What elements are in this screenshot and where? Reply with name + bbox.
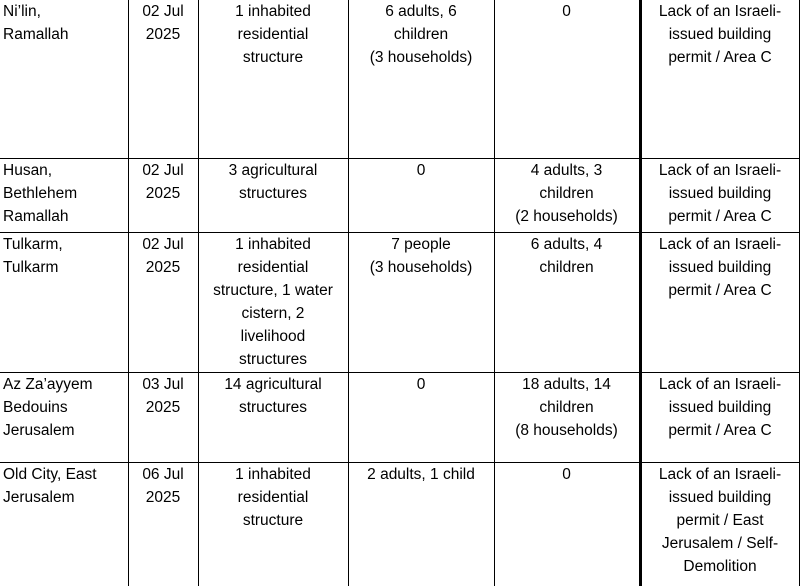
location-line: Ramallah [3,207,69,225]
location-line: Bethlehem [3,184,78,202]
reason-line: Lack of an Israeli- [658,3,782,20]
table-row [0,462,800,586]
location-line: Ramallah [3,26,69,43]
reason-cell [640,158,800,232]
location-line: Old City, East [3,465,97,483]
date-cell [128,0,198,158]
affected-line: 6 adults, 4 [530,235,603,253]
displaced-cell [348,462,494,586]
location-cell [0,232,128,372]
reason-line: Lack of an Israeli- [658,161,782,179]
structures-line: 1 inhabited [235,3,311,20]
displaced-cell [348,158,494,232]
reason-line: Demolition [683,557,757,575]
date-cell [128,372,198,462]
location-line: Jerusalem [3,488,75,506]
table-row [0,232,800,372]
affected-line: (8 households) [515,421,618,439]
structures-line: residential [237,258,309,276]
reason-line: issued building [668,258,772,276]
structures-line: 14 agricultural [224,375,322,393]
reason-line: Lack of an Israeli- [658,235,782,253]
location-cell [0,158,128,232]
date-line: 2025 [145,488,181,506]
location-cell [0,462,128,586]
displaced-line: 2 adults, 1 child [367,465,475,483]
structures-line: structures [238,398,308,416]
structures-cell [198,462,348,586]
affected-line: children [539,258,594,276]
date-cell [128,158,198,232]
reason-line: permit / East [676,511,764,529]
location-cell [0,372,128,462]
affected-line: children [539,184,594,202]
displaced-line: 6 adults, 6 [385,3,457,20]
date-line: 02 Jul [142,161,184,179]
structures-line: 3 agricultural [228,161,318,179]
structures-line: 1 inhabited [235,235,311,253]
affected-cell [494,0,640,158]
reason-cell [640,462,800,586]
structures-line: structures [238,350,308,368]
affected-cell [494,158,640,232]
location-line: Jerusalem [3,421,75,439]
affected-cell [494,372,640,462]
reason-cell [640,232,800,372]
location-line: Bedouins [3,398,68,416]
structures-line: structure [242,511,304,529]
date-line: 06 Jul [142,465,184,483]
structures-cell [198,232,348,372]
structures-cell [198,372,348,462]
reason-line: Lack of an Israeli- [658,465,782,483]
location-line: Ni’lin, [3,3,41,20]
date-cell [128,232,198,372]
reason-cell [640,372,800,462]
reason-line: permit / Area C [668,49,772,66]
reason-line: permit / Area C [668,421,772,439]
reason-cell [640,0,800,158]
reason-line: permit / Area C [668,207,772,225]
displaced-cell [348,0,494,158]
structures-line: structure [242,49,304,66]
date-line: 2025 [145,258,181,276]
location-line: Az Za’ayyem [3,375,93,393]
reason-line: Lack of an Israeli- [658,375,782,393]
affected-line: 4 adults, 3 [530,161,603,179]
reason-line: issued building [668,26,772,43]
affected-line: children [539,398,594,416]
displaced-line: 7 people [391,235,451,253]
displaced-cell [348,372,494,462]
structures-cell [198,158,348,232]
affected-cell [494,462,640,586]
date-cell [128,462,198,586]
date-line: 02 Jul [142,3,184,20]
table-row [0,372,800,462]
date-line: 2025 [145,184,181,202]
affected-line: 0 [562,465,571,483]
structures-line: structure, 1 water [213,281,333,299]
date-line: 02 Jul [142,235,184,253]
affected-cell [494,232,640,372]
date-line: 2025 [145,398,181,416]
displaced-line: children [393,26,449,43]
location-line: Tulkarm, [3,235,63,253]
affected-line: 18 adults, 14 [522,375,611,393]
displaced-line: 0 [416,161,426,179]
location-line: Husan, [3,161,53,179]
date-line: 03 Jul [142,375,184,393]
reason-line: issued building [668,398,772,416]
structures-line: residential [237,488,309,506]
structures-line: livelihood [240,327,306,345]
date-line: 2025 [145,26,181,43]
displaced-line: (3 households) [369,49,473,66]
affected-line: (2 households) [515,207,618,225]
structures-line: 1 inhabited [235,465,311,483]
reason-line: Jerusalem / Self- [661,534,779,552]
location-line: Tulkarm [3,258,59,276]
structures-cell [198,0,348,158]
location-cell [0,0,128,158]
affected-line: 0 [562,3,571,20]
structures-line: structures [238,184,308,202]
reason-line: issued building [668,488,772,506]
table-row [0,0,800,158]
structures-line: residential [237,26,309,43]
displaced-cell [348,232,494,372]
structures-line: cistern, 2 [241,304,305,322]
displaced-line: (3 households) [369,258,473,276]
table-row [0,158,800,232]
displaced-line: 0 [416,375,426,393]
reason-line: issued building [668,184,772,202]
reason-line: permit / Area C [668,281,772,299]
